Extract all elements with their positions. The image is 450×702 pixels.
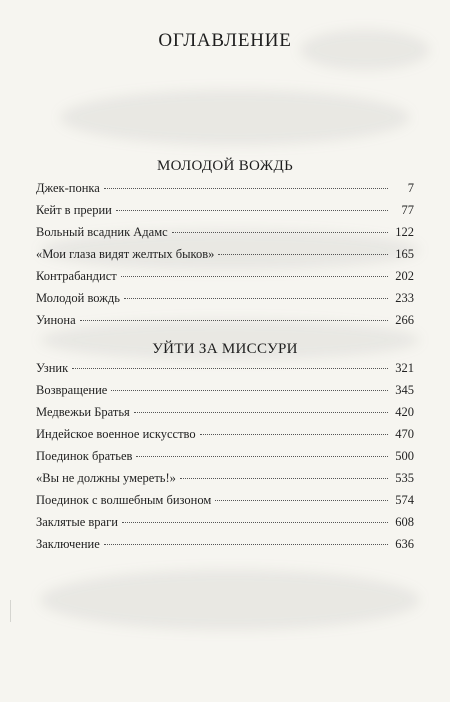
dot-leader — [134, 412, 388, 413]
entry-page: 500 — [395, 449, 414, 463]
entry-page: 266 — [395, 313, 414, 327]
dot-leader — [122, 522, 388, 523]
dot-leader — [200, 434, 388, 435]
entry-page: 122 — [395, 225, 414, 239]
toc-entry[interactable] — [36, 383, 414, 405]
entry-page: 77 — [401, 203, 414, 217]
toc-list-beyond-missouri — [36, 361, 414, 559]
toc-entry[interactable] — [36, 247, 414, 269]
toc-entry[interactable] — [36, 449, 414, 471]
entry-title: «Вы не должны умереть!» — [36, 471, 176, 485]
section-heading-young-chief: МОЛОДОЙ ВОЖДЬ — [157, 158, 293, 174]
entry-title: Уинона — [36, 313, 76, 327]
entry-title: Узник — [36, 361, 69, 375]
toc-entry[interactable] — [36, 225, 414, 247]
dot-leader — [104, 544, 388, 545]
toc-entry[interactable] — [36, 537, 414, 559]
toc-entry[interactable] — [36, 313, 414, 335]
entry-title: Вольный всадник Адамс — [36, 225, 168, 239]
dot-leader — [104, 188, 388, 189]
entry-title: Медвежьи Братья — [36, 405, 130, 419]
toc-entry[interactable] — [36, 493, 414, 515]
entry-page: 574 — [395, 493, 414, 507]
entry-page: 321 — [395, 361, 414, 375]
entry-page: 608 — [395, 515, 414, 529]
entry-title: Поединок братьев — [36, 449, 133, 463]
dot-leader — [72, 368, 388, 369]
entry-page: 636 — [395, 537, 414, 551]
toc-list-young-chief — [36, 181, 414, 335]
entry-title: Молодой вождь — [36, 291, 120, 305]
entry-title: Заключение — [36, 537, 100, 551]
entry-page: 470 — [395, 427, 414, 441]
entry-page: 233 — [395, 291, 414, 305]
entry-title: «Мои глаза видят желтых быков» — [36, 247, 215, 261]
toc-entry[interactable] — [36, 361, 414, 383]
entry-page: 202 — [395, 269, 414, 283]
toc-entry[interactable] — [36, 427, 414, 449]
margin-mark — [10, 600, 11, 622]
entry-title: Контрабандист — [36, 269, 117, 283]
dot-leader — [136, 456, 388, 457]
dot-leader — [116, 210, 388, 211]
dot-leader — [215, 500, 388, 501]
section-heading-beyond-missouri: УЙТИ ЗА МИССУРИ — [152, 341, 298, 357]
entry-title: Заклятые враги — [36, 515, 118, 529]
toc-entry[interactable] — [36, 405, 414, 427]
page-title: ОГЛАВЛЕНИЕ — [158, 30, 292, 51]
dot-leader — [180, 478, 388, 479]
entry-title: Возвращение — [36, 383, 108, 397]
dot-leader — [80, 320, 388, 321]
toc-entry[interactable] — [36, 203, 414, 225]
entry-page: 7 — [407, 181, 414, 195]
toc-entry[interactable] — [36, 291, 414, 313]
toc-entry[interactable] — [36, 181, 414, 203]
entry-title: Джек-понка — [36, 181, 100, 195]
entry-title: Индейское военное искусство — [36, 427, 196, 441]
toc-entry[interactable] — [36, 515, 414, 537]
entry-title: Кейт в прерии — [36, 203, 112, 217]
entry-page: 420 — [395, 405, 414, 419]
entry-title: Поединок с волшебным бизоном — [36, 493, 212, 507]
dot-leader — [218, 254, 388, 255]
toc-entry[interactable] — [36, 269, 414, 291]
entry-page: 165 — [395, 247, 414, 261]
entry-page: 345 — [395, 383, 414, 397]
entry-page: 535 — [395, 471, 414, 485]
toc-entry[interactable] — [36, 471, 414, 493]
dot-leader — [124, 298, 388, 299]
dot-leader — [172, 232, 388, 233]
dot-leader — [111, 390, 388, 391]
dot-leader — [121, 276, 388, 277]
